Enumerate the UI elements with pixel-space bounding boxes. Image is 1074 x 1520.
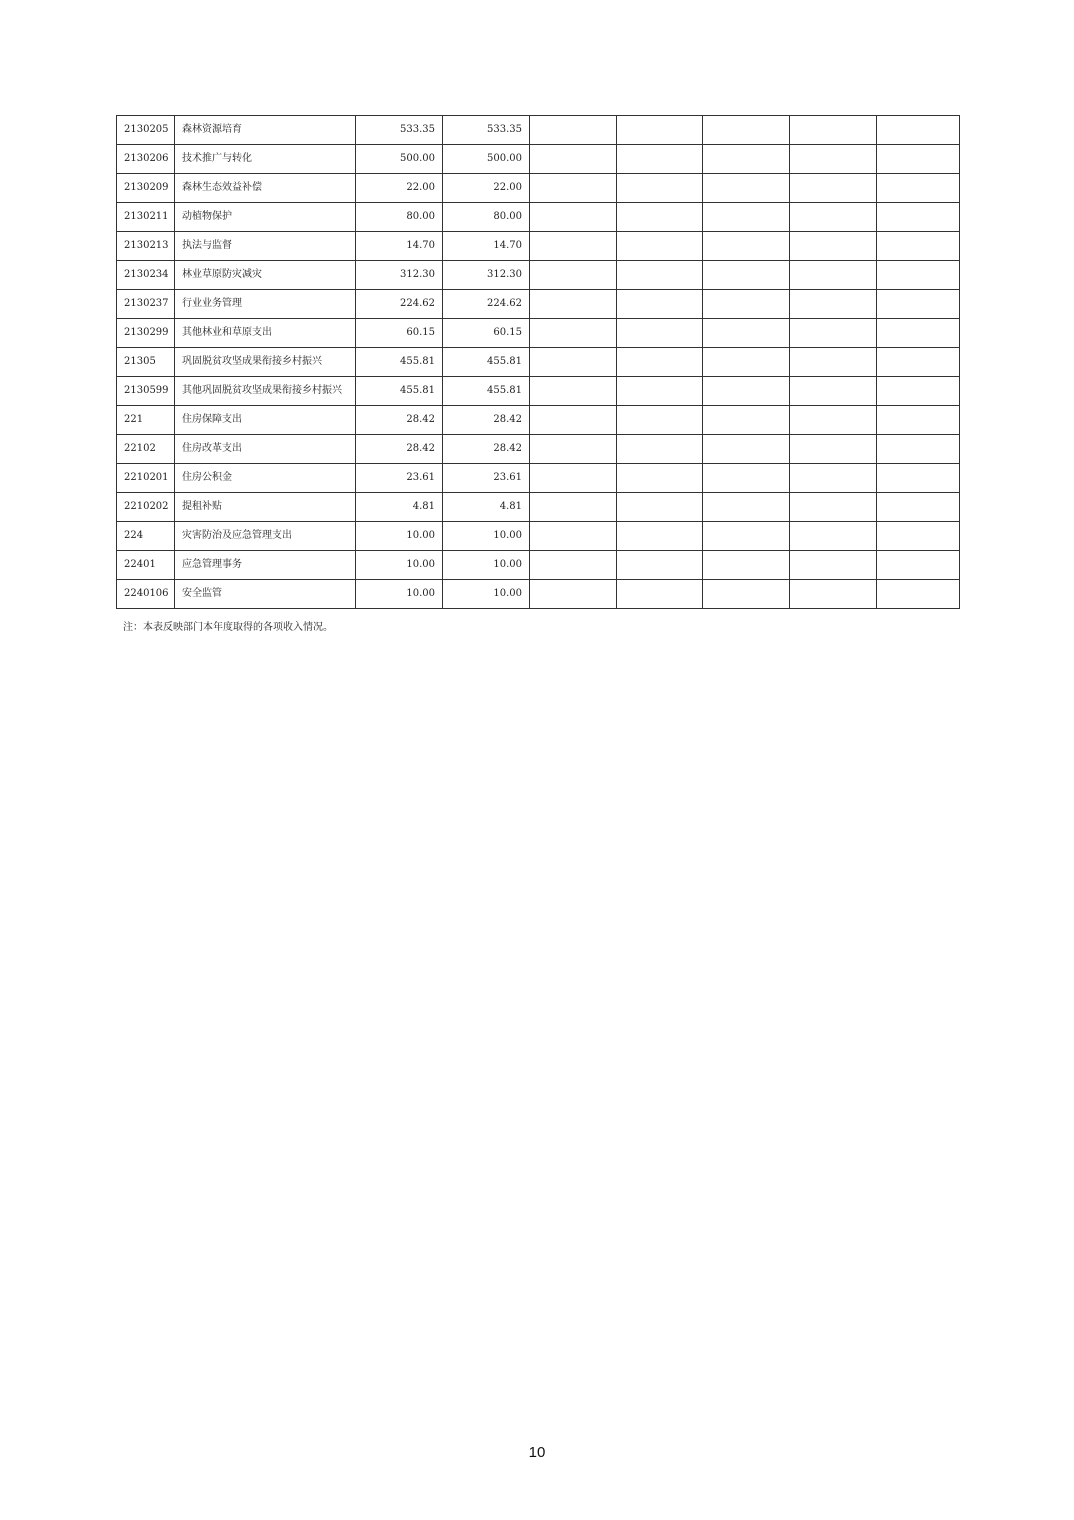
- general-budget-cell: 28.42: [443, 406, 530, 435]
- empty-cell-5: [530, 435, 617, 464]
- table-row: [117, 174, 960, 203]
- item-name-cell: 提租补贴: [175, 493, 356, 522]
- general-budget-cell: 455.81: [443, 348, 530, 377]
- empty-cell-7: [703, 145, 790, 174]
- empty-cell-5: [530, 319, 617, 348]
- empty-cell-8: [790, 464, 877, 493]
- empty-cell-9: [877, 290, 960, 319]
- item-code-cell: 224: [117, 522, 175, 551]
- empty-cell-6: [617, 464, 703, 493]
- empty-cell-7: [703, 551, 790, 580]
- empty-cell-7: [703, 493, 790, 522]
- empty-cell-9: [877, 174, 960, 203]
- empty-cell-9: [877, 377, 960, 406]
- empty-cell-9: [877, 145, 960, 174]
- empty-cell-6: [617, 261, 703, 290]
- empty-cell-8: [790, 580, 877, 609]
- empty-cell-8: [790, 290, 877, 319]
- total-amount-cell: 22.00: [356, 174, 443, 203]
- item-name-cell: 住房公积金: [175, 464, 356, 493]
- total-amount-cell: 455.81: [356, 377, 443, 406]
- item-code-cell: 22401: [117, 551, 175, 580]
- item-name-cell: 住房改革支出: [175, 435, 356, 464]
- empty-cell-6: [617, 319, 703, 348]
- item-code-cell: 2130209: [117, 174, 175, 203]
- general-budget-cell: 10.00: [443, 551, 530, 580]
- empty-cell-8: [790, 493, 877, 522]
- table-row: [117, 580, 960, 609]
- empty-cell-8: [790, 406, 877, 435]
- total-amount-cell: 10.00: [356, 580, 443, 609]
- empty-cell-8: [790, 232, 877, 261]
- table-row: [117, 145, 960, 174]
- item-name-cell: 其他巩固脱贫攻坚成果衔接乡村振兴: [175, 377, 356, 406]
- empty-cell-5: [530, 406, 617, 435]
- empty-cell-8: [790, 377, 877, 406]
- general-budget-cell: 224.62: [443, 290, 530, 319]
- total-amount-cell: 10.00: [356, 522, 443, 551]
- item-code-cell: 2210201: [117, 464, 175, 493]
- empty-cell-7: [703, 116, 790, 145]
- empty-cell-5: [530, 493, 617, 522]
- total-amount-cell: 455.81: [356, 348, 443, 377]
- empty-cell-7: [703, 464, 790, 493]
- empty-cell-6: [617, 522, 703, 551]
- table-row: [117, 464, 960, 493]
- empty-cell-7: [703, 406, 790, 435]
- empty-cell-5: [530, 232, 617, 261]
- empty-cell-5: [530, 116, 617, 145]
- general-budget-cell: 80.00: [443, 203, 530, 232]
- table-body: [117, 116, 960, 609]
- empty-cell-5: [530, 348, 617, 377]
- empty-cell-5: [530, 145, 617, 174]
- table-row: [117, 435, 960, 464]
- empty-cell-6: [617, 406, 703, 435]
- total-amount-cell: 500.00: [356, 145, 443, 174]
- item-name-cell: 技术推广与转化: [175, 145, 356, 174]
- total-amount-cell: 10.00: [356, 551, 443, 580]
- empty-cell-7: [703, 261, 790, 290]
- empty-cell-9: [877, 348, 960, 377]
- empty-cell-7: [703, 377, 790, 406]
- table-row: [117, 377, 960, 406]
- item-name-cell: 森林资源培育: [175, 116, 356, 145]
- empty-cell-7: [703, 348, 790, 377]
- empty-cell-5: [530, 551, 617, 580]
- total-amount-cell: 28.42: [356, 406, 443, 435]
- general-budget-cell: 23.61: [443, 464, 530, 493]
- empty-cell-5: [530, 174, 617, 203]
- empty-cell-5: [530, 522, 617, 551]
- empty-cell-6: [617, 493, 703, 522]
- item-name-cell: 灾害防治及应急管理支出: [175, 522, 356, 551]
- general-budget-cell: 4.81: [443, 493, 530, 522]
- general-budget-cell: 312.30: [443, 261, 530, 290]
- empty-cell-6: [617, 377, 703, 406]
- general-budget-cell: 28.42: [443, 435, 530, 464]
- table-row: [117, 116, 960, 145]
- empty-cell-9: [877, 435, 960, 464]
- empty-cell-7: [703, 580, 790, 609]
- empty-cell-9: [877, 464, 960, 493]
- item-name-cell: 森林生态效益补偿: [175, 174, 356, 203]
- table-row: [117, 290, 960, 319]
- empty-cell-8: [790, 522, 877, 551]
- item-code-cell: 2210202: [117, 493, 175, 522]
- general-budget-cell: 14.70: [443, 232, 530, 261]
- item-code-cell: 2130205: [117, 116, 175, 145]
- empty-cell-7: [703, 319, 790, 348]
- empty-cell-9: [877, 522, 960, 551]
- item-code-cell: 2130599: [117, 377, 175, 406]
- general-budget-cell: 455.81: [443, 377, 530, 406]
- empty-cell-7: [703, 203, 790, 232]
- table-note: 注：本表反映部门本年度取得的各项收入情况。: [123, 622, 333, 633]
- empty-cell-8: [790, 174, 877, 203]
- empty-cell-8: [790, 435, 877, 464]
- empty-cell-9: [877, 261, 960, 290]
- total-amount-cell: 60.15: [356, 319, 443, 348]
- empty-cell-9: [877, 493, 960, 522]
- total-amount-cell: 80.00: [356, 203, 443, 232]
- general-budget-cell: 10.00: [443, 580, 530, 609]
- empty-cell-6: [617, 203, 703, 232]
- empty-cell-6: [617, 116, 703, 145]
- item-name-cell: 行业业务管理: [175, 290, 356, 319]
- table-row: [117, 522, 960, 551]
- item-name-cell: 安全监管: [175, 580, 356, 609]
- general-budget-cell: 60.15: [443, 319, 530, 348]
- empty-cell-6: [617, 551, 703, 580]
- empty-cell-7: [703, 522, 790, 551]
- empty-cell-9: [877, 580, 960, 609]
- table-row: [117, 261, 960, 290]
- empty-cell-8: [790, 145, 877, 174]
- item-code-cell: 2130206: [117, 145, 175, 174]
- item-code-cell: 22102: [117, 435, 175, 464]
- item-code-cell: 2130211: [117, 203, 175, 232]
- total-amount-cell: 312.30: [356, 261, 443, 290]
- empty-cell-5: [530, 290, 617, 319]
- item-name-cell: 林业草原防灾减灾: [175, 261, 356, 290]
- item-name-cell: 动植物保护: [175, 203, 356, 232]
- table-row: [117, 493, 960, 522]
- empty-cell-9: [877, 203, 960, 232]
- empty-cell-7: [703, 232, 790, 261]
- general-budget-cell: 533.35: [443, 116, 530, 145]
- table-row: [117, 232, 960, 261]
- total-amount-cell: 533.35: [356, 116, 443, 145]
- item-code-cell: 2130299: [117, 319, 175, 348]
- item-name-cell: 其他林业和草原支出: [175, 319, 356, 348]
- empty-cell-5: [530, 377, 617, 406]
- empty-cell-9: [877, 551, 960, 580]
- empty-cell-6: [617, 232, 703, 261]
- general-budget-cell: 10.00: [443, 522, 530, 551]
- empty-cell-7: [703, 290, 790, 319]
- item-code-cell: 2130237: [117, 290, 175, 319]
- budget-table: [116, 115, 960, 609]
- item-name-cell: 应急管理事务: [175, 551, 356, 580]
- total-amount-cell: 224.62: [356, 290, 443, 319]
- empty-cell-5: [530, 580, 617, 609]
- total-amount-cell: 28.42: [356, 435, 443, 464]
- total-amount-cell: 14.70: [356, 232, 443, 261]
- empty-cell-9: [877, 116, 960, 145]
- empty-cell-6: [617, 174, 703, 203]
- empty-cell-8: [790, 348, 877, 377]
- table-row: [117, 406, 960, 435]
- empty-cell-8: [790, 551, 877, 580]
- item-name-cell: 巩固脱贫攻坚成果衔接乡村振兴: [175, 348, 356, 377]
- table-row: [117, 203, 960, 232]
- empty-cell-8: [790, 203, 877, 232]
- table-row: [117, 319, 960, 348]
- general-budget-cell: 22.00: [443, 174, 530, 203]
- general-budget-cell: 500.00: [443, 145, 530, 174]
- item-name-cell: 执法与监督: [175, 232, 356, 261]
- empty-cell-6: [617, 348, 703, 377]
- item-code-cell: 21305: [117, 348, 175, 377]
- item-name-cell: 住房保障支出: [175, 406, 356, 435]
- empty-cell-9: [877, 406, 960, 435]
- empty-cell-6: [617, 145, 703, 174]
- empty-cell-5: [530, 261, 617, 290]
- empty-cell-8: [790, 319, 877, 348]
- item-code-cell: 2240106: [117, 580, 175, 609]
- empty-cell-6: [617, 290, 703, 319]
- empty-cell-7: [703, 174, 790, 203]
- item-code-cell: 221: [117, 406, 175, 435]
- item-code-cell: 2130234: [117, 261, 175, 290]
- total-amount-cell: 23.61: [356, 464, 443, 493]
- item-code-cell: 2130213: [117, 232, 175, 261]
- empty-cell-8: [790, 261, 877, 290]
- empty-cell-9: [877, 232, 960, 261]
- page-number: 10: [528, 1444, 546, 1461]
- empty-cell-9: [877, 319, 960, 348]
- total-amount-cell: 4.81: [356, 493, 443, 522]
- table-row: [117, 551, 960, 580]
- empty-cell-6: [617, 580, 703, 609]
- empty-cell-5: [530, 203, 617, 232]
- empty-cell-5: [530, 464, 617, 493]
- table-row: [117, 348, 960, 377]
- empty-cell-7: [703, 435, 790, 464]
- empty-cell-6: [617, 435, 703, 464]
- empty-cell-8: [790, 116, 877, 145]
